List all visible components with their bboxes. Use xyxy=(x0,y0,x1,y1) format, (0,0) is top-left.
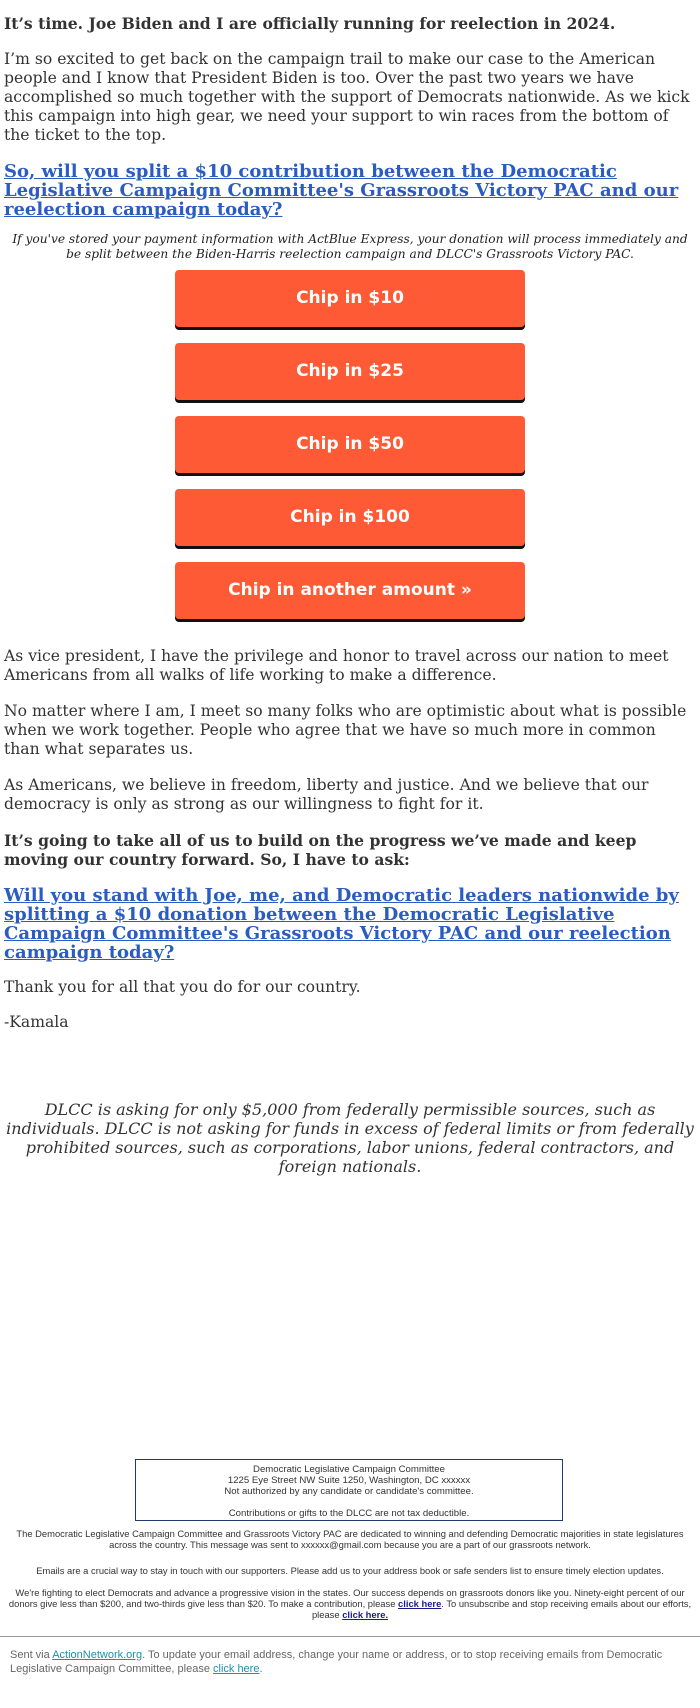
org-name: Democratic Legislative Campaign Committee xyxy=(253,1464,445,1475)
chip-in-10-button[interactable]: Chip in $10 xyxy=(175,270,525,327)
sent-via-notice xyxy=(10,1648,670,1676)
chip-in-25-button[interactable]: Chip in $25 xyxy=(175,343,525,400)
donation-button-group xyxy=(4,270,696,619)
donate-ask-link[interactable]: So, will you split a $10 contribution between the Democratic Legislative Campaign Committee's Grassroots Victory PAC and our reelection campaign today? xyxy=(4,161,679,220)
footer-stay-in-touch: Emails are a crucial way to stay in touch with our supporters. Please add us to your address book or safe senders list to ensure timely election updates. xyxy=(36,1565,664,1576)
intro-paragraph: I’m so excited to get back on the campaign trail to make our case to the American people and I know that President Biden is too. Over the past two years we have accomplished so much together with the support of Democrats nationwide. As we kick this campaign into high gear, we need your support to win races from the bottom of the ticket to the top. xyxy=(4,50,690,144)
optimism-paragraph: No matter where I am, I meet so many folks who are optimistic about what is possible when we work together. People who agree that we have so much more in common than what separates us. xyxy=(4,702,687,758)
chip-in-100-button[interactable]: Chip in $100 xyxy=(175,489,525,546)
update-preferences-link[interactable]: click here xyxy=(213,1663,260,1675)
unsubscribe-link[interactable]: click here. xyxy=(342,1609,389,1620)
ask-intro-paragraph: It’s going to take all of us to build on the progress we’ve made and keep moving our country forward. So, I have to ask: xyxy=(4,831,637,869)
sent-via-suffix: . xyxy=(259,1663,263,1675)
org-address: 1225 Eye Street NW Suite 1250, Washington, DC xxxxxx xyxy=(227,1475,471,1486)
action-network-link[interactable]: ActionNetwork.org xyxy=(52,1649,143,1661)
chip-in-other-amount-button[interactable]: Chip in another amount » xyxy=(175,562,525,619)
democracy-paragraph: As Americans, we believe in freedom, liberty and justice. And we believe that our democracy is only as strong as our willingness to fight for it. xyxy=(4,776,649,813)
vice-president-paragraph: As vice president, I have the privilege and honor to travel across our nation to meet Americans from all walks of life working to make a difference. xyxy=(4,647,669,684)
contribute-link[interactable]: click here xyxy=(398,1598,442,1609)
actblue-express-note: If you've stored your payment information with ActBlue Express, your donation will process immediately and be split between the Biden-Harris reelection campaign and DLCC's Grassroots Victory PAC. xyxy=(12,232,688,261)
paid-for-by-box xyxy=(135,1459,563,1521)
tax-notice: Contributions or gifts to the DLCC are not tax deductible. xyxy=(228,1508,470,1519)
footer-mission: The Democratic Legislative Campaign Committee and Grassroots Victory PAC are dedicated to winning and defending Democratic majorities in state legislatures across the country. This message was sent to xxxxxx@gmail.com because you are a part of our grassroots network. xyxy=(16,1528,684,1550)
footer-unsubscribe-text: . To unsubscribe and stop receiving emails about our efforts, please xyxy=(311,1598,692,1620)
authorization-notice: Not authorized by any candidate or candidate's committee. xyxy=(224,1486,474,1497)
stand-with-us-link[interactable]: Will you stand with Joe, me, and Democratic leaders nationwide by splitting a $10 donation between the Democratic Legislative Campaign Committee's Grassroots Victory PAC and our reelection campaign today? xyxy=(4,885,679,963)
footer-divider xyxy=(0,1636,700,1637)
thank-you-line: Thank you for all that you do for our country. xyxy=(4,978,361,996)
email-body xyxy=(4,14,696,1049)
fundraising-disclaimer: DLCC is asking for only $5,000 from federally permissible sources, such as individuals. DLCC is not asking for funds in excess of federal limits or from federally prohibited sources, such as corporations, labor unions, federal contractors, and foreign nationals. xyxy=(6,1100,694,1176)
chip-in-50-button[interactable]: Chip in $50 xyxy=(175,416,525,473)
footer-fighting-text: We're fighting to elect Democrats and advance a progressive vision in the states. Our success depends on grassroots donors like you. Ninety-eight percent of our donors give less than $200, and two-thirds give less than $20. To make a contribution, please xyxy=(8,1587,685,1609)
footer-donation-info xyxy=(4,1587,696,1620)
intro-heading: It’s time. Joe Biden and I are officially running for reelection in 2024. xyxy=(4,14,616,33)
signature: -Kamala xyxy=(4,1013,69,1031)
sent-via-prefix: Sent via xyxy=(10,1649,50,1661)
sent-via-middle: . To update your email address, change your name or address, or to stop receiving emails from Democratic Legislative Campaign Committee, please xyxy=(10,1649,663,1675)
